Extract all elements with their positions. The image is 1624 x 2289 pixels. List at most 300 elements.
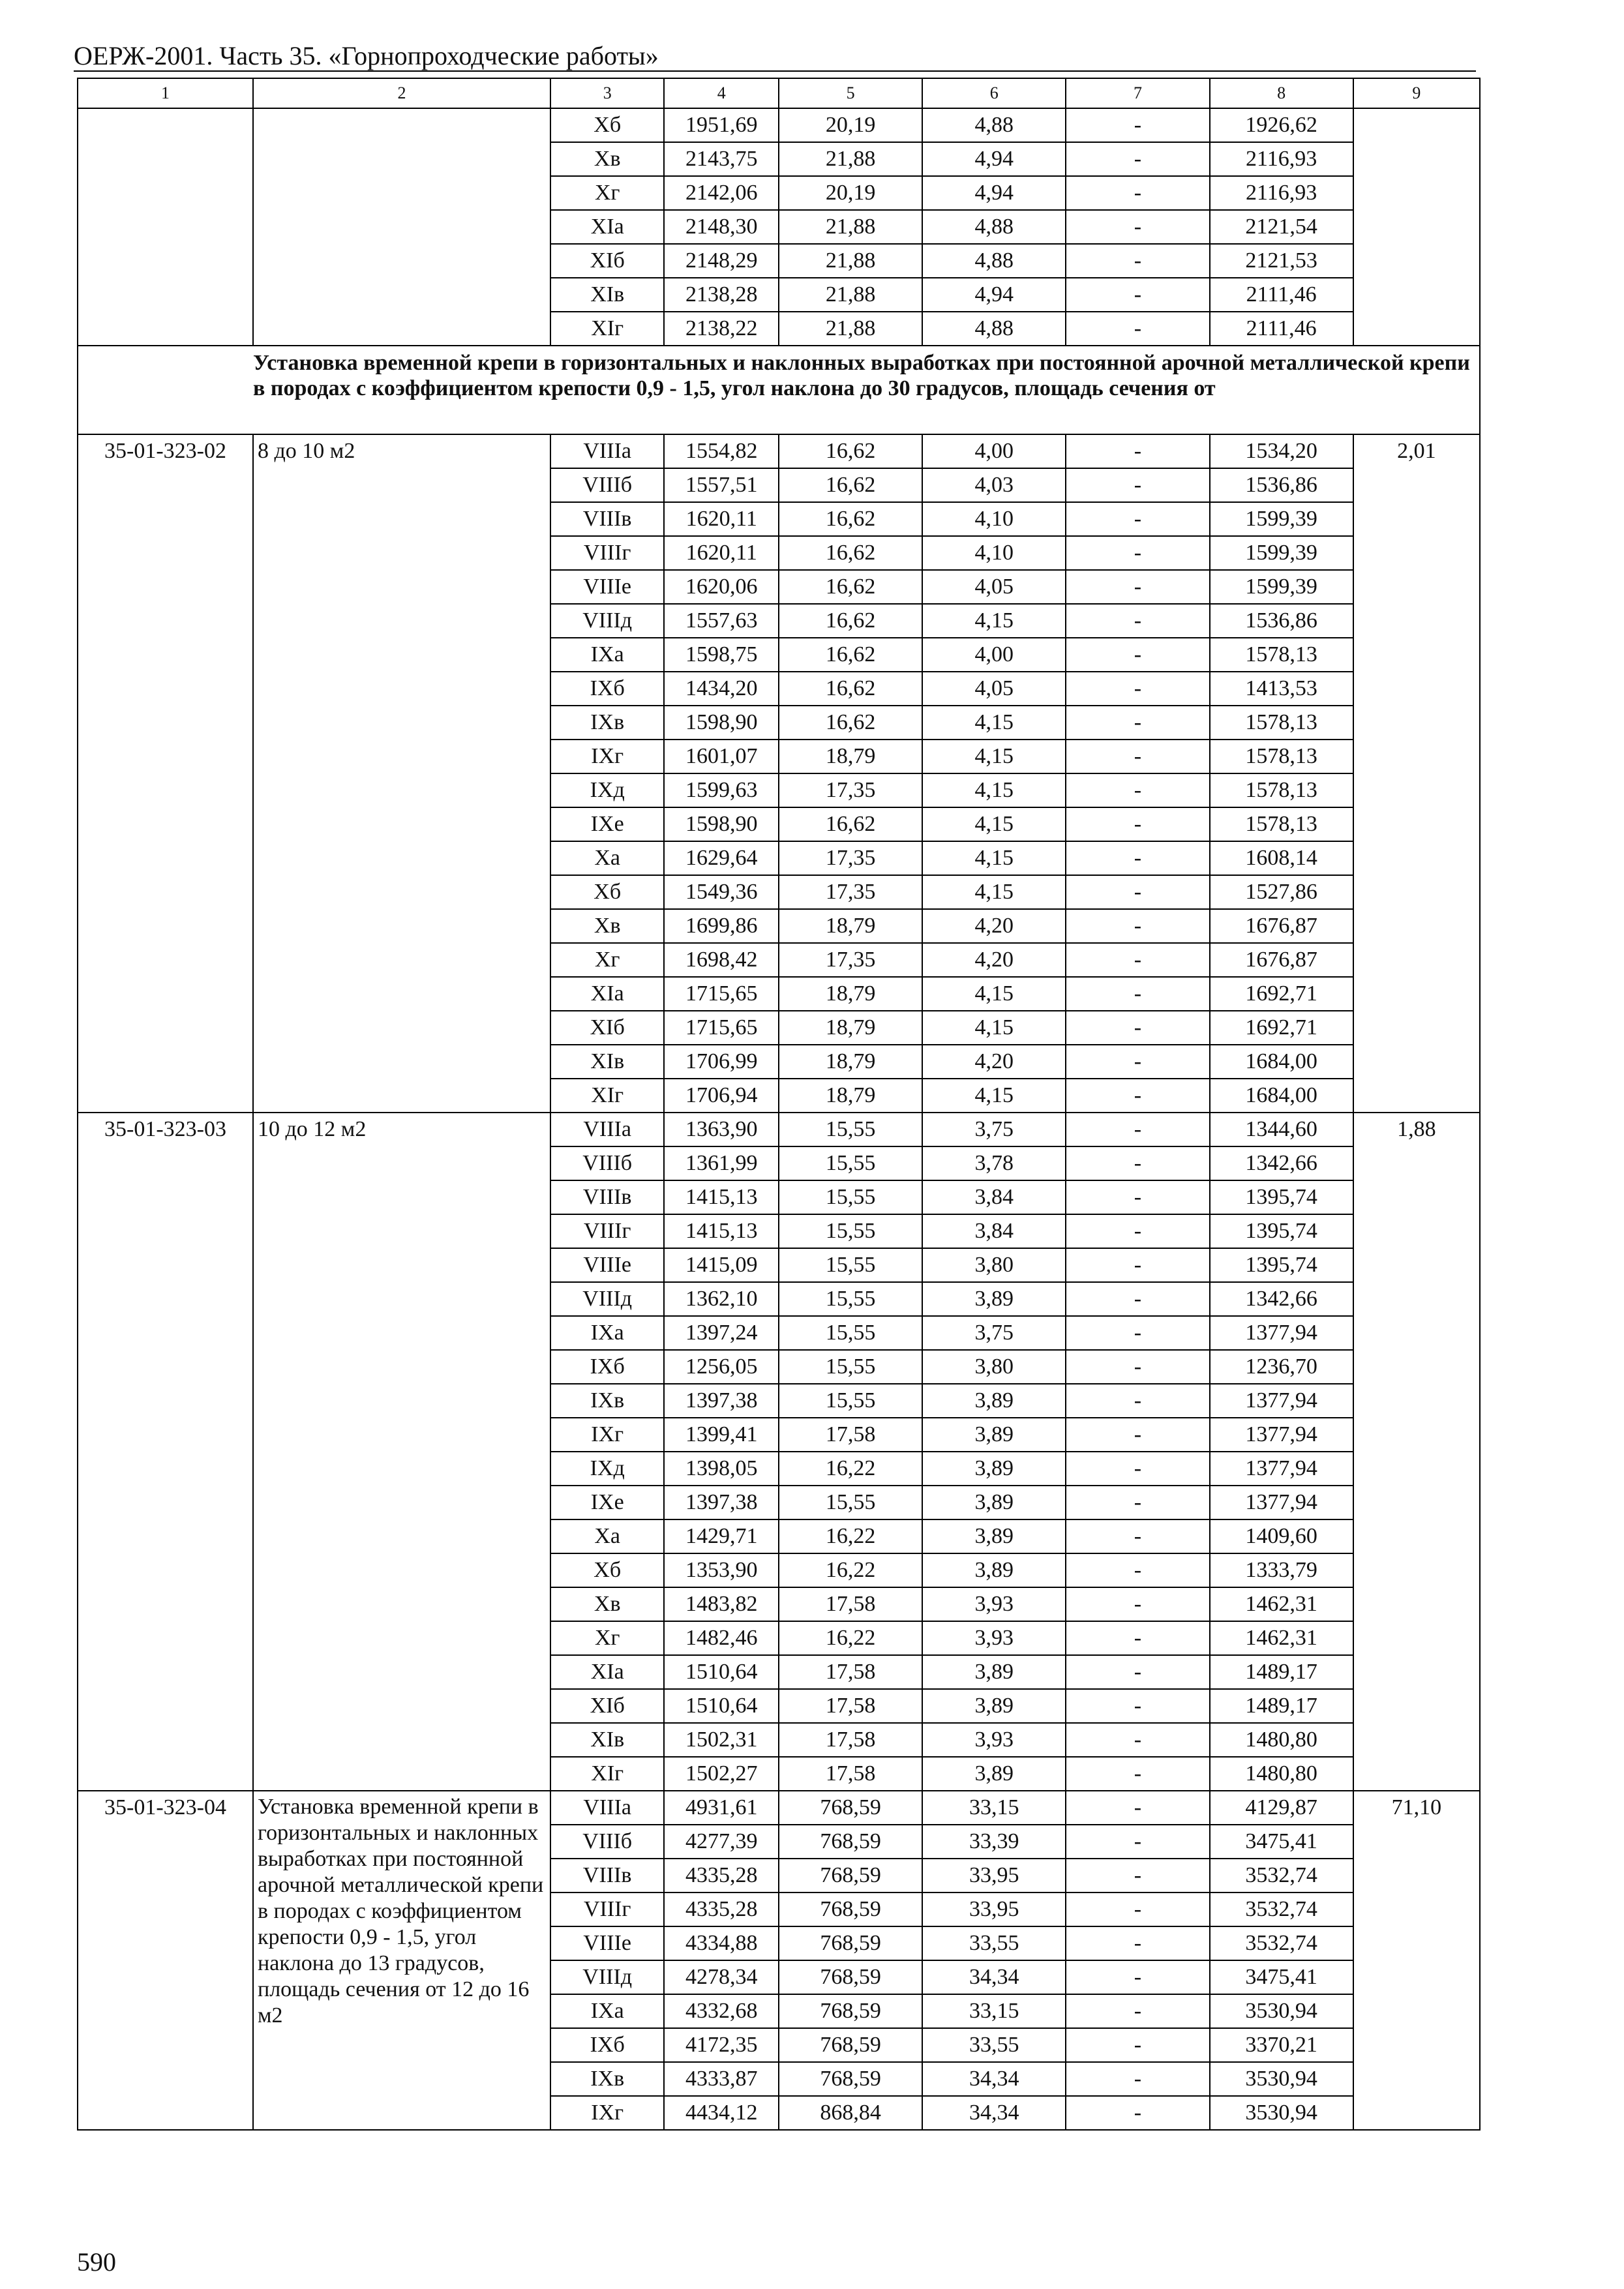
cell-cat: IХд: [550, 773, 664, 807]
cell-cat: VIIIа: [550, 434, 664, 468]
cell-name: 10 до 12 м2: [253, 1113, 550, 1791]
cell-c8: 1578,13: [1210, 638, 1353, 672]
cell-c8: 1377,94: [1210, 1384, 1353, 1418]
cell-c6: 3,80: [922, 1350, 1066, 1384]
cell-c5: 18,79: [779, 1011, 922, 1045]
column-number: 2: [253, 78, 550, 108]
cell-cat: ХIа: [550, 210, 664, 244]
cell-c6: 33,55: [922, 1926, 1066, 1960]
cell-c5: 16,62: [779, 536, 922, 570]
cell-cat: VIIIв: [550, 502, 664, 536]
cell-c5: 16,62: [779, 706, 922, 740]
cell-c5: 868,84: [779, 2096, 922, 2130]
cell-c4: 1698,42: [664, 943, 779, 977]
cell-c7: -: [1066, 1418, 1209, 1452]
cell-c5: 21,88: [779, 278, 922, 312]
cell-c7: -: [1066, 2062, 1209, 2096]
cell-c8: 2116,93: [1210, 176, 1353, 210]
cell-c4: 1706,94: [664, 1079, 779, 1113]
cell-cat: ХIв: [550, 1723, 664, 1757]
cell-c4: 2143,75: [664, 142, 779, 176]
cell-cat: IХб: [550, 672, 664, 706]
cell-c4: 1598,90: [664, 706, 779, 740]
cell-cat: IХв: [550, 1384, 664, 1418]
cell-c8: 1684,00: [1210, 1045, 1353, 1079]
cell-c5: 16,62: [779, 672, 922, 706]
cell-c7: -: [1066, 434, 1209, 468]
cell-c6: 4,15: [922, 841, 1066, 875]
cell-c4: 1599,63: [664, 773, 779, 807]
column-number: 1: [78, 78, 253, 108]
cell-c6: 34,34: [922, 2062, 1066, 2096]
cell-c7: -: [1066, 1791, 1209, 1825]
cell-c4: 4277,39: [664, 1825, 779, 1859]
cell-c5: 15,55: [779, 1180, 922, 1214]
cell-c7: -: [1066, 604, 1209, 638]
cell-cat: ХIб: [550, 1011, 664, 1045]
cell-c4: 1557,63: [664, 604, 779, 638]
cell-c4: 1398,05: [664, 1452, 779, 1486]
cell-c7: -: [1066, 672, 1209, 706]
cell-c7: -: [1066, 468, 1209, 502]
cell-c5: 18,79: [779, 1045, 922, 1079]
cell-c4: 1353,90: [664, 1553, 779, 1587]
cell-c5: 21,88: [779, 210, 922, 244]
cell-c8: 1676,87: [1210, 909, 1353, 943]
cell-c8: 1489,17: [1210, 1689, 1353, 1723]
cell-c8: 1480,80: [1210, 1757, 1353, 1791]
cell-cat: IХе: [550, 807, 664, 841]
cell-c5: 20,19: [779, 176, 922, 210]
cell-c4: 1434,20: [664, 672, 779, 706]
cell-c4: 1510,64: [664, 1689, 779, 1723]
cell-c8: 3532,74: [1210, 1926, 1353, 1960]
cell-cat: VIIIв: [550, 1859, 664, 1893]
cell-c5: 17,58: [779, 1655, 922, 1689]
cell-c7: -: [1066, 570, 1209, 604]
cell-c7: -: [1066, 1825, 1209, 1859]
cell-cat: IХв: [550, 706, 664, 740]
cell-c6: 33,15: [922, 1994, 1066, 2028]
cell-c4: 1554,82: [664, 434, 779, 468]
cell-c5: 768,59: [779, 1994, 922, 2028]
cell-c7: -: [1066, 1689, 1209, 1723]
cell-c6: 4,10: [922, 502, 1066, 536]
cell-c6: 4,94: [922, 142, 1066, 176]
cell-c4: 1629,64: [664, 841, 779, 875]
cell-c4: 1415,13: [664, 1214, 779, 1248]
cell-c8: 1236,70: [1210, 1350, 1353, 1384]
cell-c6: 3,93: [922, 1587, 1066, 1621]
cell-c8: 1608,14: [1210, 841, 1353, 875]
cell-c8: 3530,94: [1210, 2062, 1353, 2096]
cell-c8: 1377,94: [1210, 1486, 1353, 1519]
cell-c4: 4335,28: [664, 1859, 779, 1893]
cell-c5: 16,22: [779, 1621, 922, 1655]
cell-c4: 1362,10: [664, 1282, 779, 1316]
cell-c7: -: [1066, 875, 1209, 909]
cell-c8: 3370,21: [1210, 2028, 1353, 2062]
cell-cat: Хб: [550, 875, 664, 909]
cell-cat: VIIIа: [550, 1113, 664, 1146]
cell-c4: 1620,06: [664, 570, 779, 604]
cell-c8: 1395,74: [1210, 1214, 1353, 1248]
cell-c7: -: [1066, 210, 1209, 244]
cell-c8: 3475,41: [1210, 1960, 1353, 1994]
cell-c6: 4,05: [922, 570, 1066, 604]
cell-c7: -: [1066, 1045, 1209, 1079]
cell-c4: 1699,86: [664, 909, 779, 943]
cell-c7: -: [1066, 1893, 1209, 1926]
cell-c4: 1510,64: [664, 1655, 779, 1689]
cell-c8: 1926,62: [1210, 108, 1353, 142]
cell-c6: 4,15: [922, 604, 1066, 638]
section-title: Установка временной крепи в горизонтальных и наклонных выработках при постоянной арочной металлической крепи в породах с коэффициентом крепости 0,9 - 1,5, угол наклона до 30 градусов, площадь сечения от: [253, 351, 1470, 400]
cell-c4: 4332,68: [664, 1994, 779, 2028]
cell-c4: 2148,29: [664, 244, 779, 278]
cell-c7: -: [1066, 1452, 1209, 1486]
page-header: ОЕРЖ-2001. Часть 35. «Горнопроходческие работы»: [74, 41, 659, 70]
cell-c8: 1534,20: [1210, 434, 1353, 468]
cell-c4: 2138,22: [664, 312, 779, 346]
cell-c4: 1502,31: [664, 1723, 779, 1757]
cell-c6: 3,89: [922, 1553, 1066, 1587]
cell-c7: -: [1066, 1960, 1209, 1994]
cell-c4: 1715,65: [664, 977, 779, 1011]
cell-code: 35-01-323-04: [78, 1791, 253, 2130]
cell-c8: 2121,54: [1210, 210, 1353, 244]
table-row: [78, 434, 1480, 468]
cell-c8: 2111,46: [1210, 278, 1353, 312]
cell-c6: 4,15: [922, 773, 1066, 807]
cell-c7: -: [1066, 773, 1209, 807]
cell-c8: 1480,80: [1210, 1723, 1353, 1757]
cell-c4: 1502,27: [664, 1757, 779, 1791]
cell-c7: -: [1066, 740, 1209, 773]
cell-cat: IХб: [550, 1350, 664, 1384]
cell-c7: -: [1066, 1859, 1209, 1893]
cell-c8: 1377,94: [1210, 1418, 1353, 1452]
cell-c6: 3,93: [922, 1621, 1066, 1655]
cell-norm: 2,01: [1353, 434, 1480, 1113]
cell-c7: -: [1066, 909, 1209, 943]
cell-c6: 4,88: [922, 244, 1066, 278]
cell-c7: -: [1066, 176, 1209, 210]
cell-c8: 1578,13: [1210, 807, 1353, 841]
cell-c8: 2116,93: [1210, 142, 1353, 176]
cell-c8: 1377,94: [1210, 1316, 1353, 1350]
cell-c7: -: [1066, 1621, 1209, 1655]
cell-c5: 15,55: [779, 1316, 922, 1350]
cell-c6: 3,89: [922, 1757, 1066, 1791]
cell-c8: 1527,86: [1210, 875, 1353, 909]
cell-c5: 15,55: [779, 1248, 922, 1282]
cell-c8: 2121,53: [1210, 244, 1353, 278]
cell-c6: 3,89: [922, 1689, 1066, 1723]
cell-c4: 1399,41: [664, 1418, 779, 1452]
cell-c8: 1536,86: [1210, 468, 1353, 502]
column-number: 5: [779, 78, 922, 108]
cell-cat: ХIа: [550, 977, 664, 1011]
cell-c6: 34,34: [922, 2096, 1066, 2130]
cell-c5: 15,55: [779, 1350, 922, 1384]
cell-c4: 1557,51: [664, 468, 779, 502]
cell-c5: 17,58: [779, 1418, 922, 1452]
cell-c7: -: [1066, 841, 1209, 875]
cell-c8: 3532,74: [1210, 1893, 1353, 1926]
cell-c7: -: [1066, 2028, 1209, 2062]
cell-c5: 17,35: [779, 773, 922, 807]
cell-c6: 3,84: [922, 1214, 1066, 1248]
cell-c7: -: [1066, 1384, 1209, 1418]
cell-c8: 1692,71: [1210, 1011, 1353, 1045]
cell-c5: 15,55: [779, 1146, 922, 1180]
cell-c6: 3,80: [922, 1248, 1066, 1282]
cell-cat: IХг: [550, 740, 664, 773]
cell-c7: -: [1066, 1079, 1209, 1113]
table-row: [78, 1113, 1480, 1146]
cell-c7: -: [1066, 1282, 1209, 1316]
cell-name: [253, 108, 550, 346]
cell-cat: ХIг: [550, 1757, 664, 1791]
cell-cat: ХIа: [550, 1655, 664, 1689]
cell-c4: 1620,11: [664, 502, 779, 536]
cell-c8: 1599,39: [1210, 536, 1353, 570]
cell-c6: 4,94: [922, 176, 1066, 210]
cell-code: 35-01-323-02: [78, 434, 253, 1113]
cell-c5: 768,59: [779, 1791, 922, 1825]
cell-c4: 1415,09: [664, 1248, 779, 1282]
cell-cat: ХIб: [550, 1689, 664, 1723]
cell-c7: -: [1066, 1113, 1209, 1146]
cell-c6: 4,94: [922, 278, 1066, 312]
cell-c5: 768,59: [779, 1893, 922, 1926]
cell-cat: VIIIв: [550, 1180, 664, 1214]
cell-c6: 3,89: [922, 1519, 1066, 1553]
cell-c8: 1462,31: [1210, 1587, 1353, 1621]
cell-c7: -: [1066, 807, 1209, 841]
column-number-row: [78, 78, 1480, 108]
cell-c5: 21,88: [779, 244, 922, 278]
cell-c6: 4,20: [922, 909, 1066, 943]
cell-c8: 1489,17: [1210, 1655, 1353, 1689]
cell-c6: 4,00: [922, 434, 1066, 468]
cell-c7: -: [1066, 638, 1209, 672]
cell-c6: 4,05: [922, 672, 1066, 706]
column-number: 9: [1353, 78, 1480, 108]
cell-c4: 4335,28: [664, 1893, 779, 1926]
cell-c8: 1676,87: [1210, 943, 1353, 977]
cell-c7: -: [1066, 502, 1209, 536]
cell-c4: 4172,35: [664, 2028, 779, 2062]
cell-c5: 15,55: [779, 1214, 922, 1248]
cell-c4: 1598,75: [664, 638, 779, 672]
cell-name: 8 до 10 м2: [253, 434, 550, 1113]
cell-c6: 33,95: [922, 1893, 1066, 1926]
cell-cat: IХа: [550, 1994, 664, 2028]
cell-c6: 4,20: [922, 1045, 1066, 1079]
cell-c8: 1536,86: [1210, 604, 1353, 638]
cell-c4: 1483,82: [664, 1587, 779, 1621]
cell-cat: IХд: [550, 1452, 664, 1486]
column-number: 8: [1210, 78, 1353, 108]
cell-cat: VIIIд: [550, 604, 664, 638]
cell-c8: 1344,60: [1210, 1113, 1353, 1146]
cell-cat: Хб: [550, 108, 664, 142]
cell-c8: 3532,74: [1210, 1859, 1353, 1893]
section-title-row: [78, 346, 1480, 434]
cell-c5: 17,58: [779, 1757, 922, 1791]
cell-c5: 17,35: [779, 875, 922, 909]
cell-c4: 1363,90: [664, 1113, 779, 1146]
cell-c5: 16,22: [779, 1519, 922, 1553]
cell-c5: 768,59: [779, 1926, 922, 1960]
cell-cat: VIIIд: [550, 1282, 664, 1316]
cell-c8: 1578,13: [1210, 706, 1353, 740]
cell-c8: 1342,66: [1210, 1146, 1353, 1180]
cell-c5: 17,35: [779, 841, 922, 875]
cell-cat: VIIIб: [550, 1825, 664, 1859]
cell-c7: -: [1066, 1553, 1209, 1587]
cell-c6: 4,15: [922, 1011, 1066, 1045]
cell-c5: 16,62: [779, 570, 922, 604]
cell-c7: -: [1066, 1519, 1209, 1553]
cell-c7: -: [1066, 1757, 1209, 1791]
cell-c5: 16,62: [779, 638, 922, 672]
cell-c4: 1397,24: [664, 1316, 779, 1350]
cell-cat: VIIIб: [550, 468, 664, 502]
cell-c8: 1684,00: [1210, 1079, 1353, 1113]
cell-cat: ХIб: [550, 244, 664, 278]
price-table: [77, 78, 1481, 2131]
cell-cat: VIIIг: [550, 1214, 664, 1248]
cell-cat: VIIIа: [550, 1791, 664, 1825]
cell-c6: 34,34: [922, 1960, 1066, 1994]
cell-c4: 2142,06: [664, 176, 779, 210]
cell-c6: 3,89: [922, 1384, 1066, 1418]
cell-c7: -: [1066, 1926, 1209, 1960]
cell-cat: VIIIе: [550, 570, 664, 604]
cell-cat: Хг: [550, 1621, 664, 1655]
cell-c6: 4,15: [922, 875, 1066, 909]
cell-c6: 4,88: [922, 210, 1066, 244]
cell-c6: 4,00: [922, 638, 1066, 672]
cell-cat: IХг: [550, 2096, 664, 2130]
cell-c5: 18,79: [779, 740, 922, 773]
cell-c5: 17,35: [779, 943, 922, 977]
cell-c8: 3530,94: [1210, 2096, 1353, 2130]
cell-c7: -: [1066, 1587, 1209, 1621]
table-row: [78, 108, 1480, 142]
cell-c6: 33,55: [922, 2028, 1066, 2062]
cell-c6: 4,15: [922, 977, 1066, 1011]
cell-c5: 16,62: [779, 468, 922, 502]
cell-c5: 16,62: [779, 502, 922, 536]
cell-cat: ХIв: [550, 1045, 664, 1079]
cell-c5: 16,62: [779, 434, 922, 468]
cell-c7: -: [1066, 1011, 1209, 1045]
cell-c4: 4278,34: [664, 1960, 779, 1994]
cell-c8: 1578,13: [1210, 740, 1353, 773]
cell-c4: 1361,99: [664, 1146, 779, 1180]
cell-c8: 4129,87: [1210, 1791, 1353, 1825]
cell-c6: 4,88: [922, 312, 1066, 346]
cell-c7: -: [1066, 108, 1209, 142]
cell-c8: 1333,79: [1210, 1553, 1353, 1587]
cell-cat: ХIг: [550, 312, 664, 346]
cell-c8: 1377,94: [1210, 1452, 1353, 1486]
cell-c6: 33,39: [922, 1825, 1066, 1859]
cell-c6: 3,93: [922, 1723, 1066, 1757]
cell-c4: 4931,61: [664, 1791, 779, 1825]
cell-c7: -: [1066, 278, 1209, 312]
cell-c4: 4333,87: [664, 2062, 779, 2096]
section-title-cell: [78, 346, 1480, 434]
cell-c5: 768,59: [779, 1859, 922, 1893]
cell-c5: 15,55: [779, 1384, 922, 1418]
cell-c7: -: [1066, 1316, 1209, 1350]
cell-c4: 1598,90: [664, 807, 779, 841]
cell-c6: 3,75: [922, 1316, 1066, 1350]
cell-c7: -: [1066, 977, 1209, 1011]
cell-c6: 3,89: [922, 1486, 1066, 1519]
cell-cat: ХIв: [550, 278, 664, 312]
cell-cat: IХа: [550, 1316, 664, 1350]
cell-c5: 21,88: [779, 312, 922, 346]
cell-c6: 4,03: [922, 468, 1066, 502]
cell-c5: 16,22: [779, 1553, 922, 1587]
cell-c5: 18,79: [779, 1079, 922, 1113]
cell-cat: IХв: [550, 2062, 664, 2096]
cell-c7: -: [1066, 1214, 1209, 1248]
cell-c4: 1482,46: [664, 1621, 779, 1655]
cell-norm: 1,88: [1353, 1113, 1480, 1791]
cell-c6: 3,84: [922, 1180, 1066, 1214]
page-number: 590: [77, 2247, 116, 2277]
cell-c4: 1256,05: [664, 1350, 779, 1384]
cell-c7: -: [1066, 943, 1209, 977]
cell-cat: VIIIг: [550, 1893, 664, 1926]
cell-c6: 4,15: [922, 706, 1066, 740]
cell-c5: 768,59: [779, 1825, 922, 1859]
cell-cat: Ха: [550, 1519, 664, 1553]
cell-c8: 1599,39: [1210, 570, 1353, 604]
cell-c7: -: [1066, 312, 1209, 346]
cell-c5: 17,58: [779, 1723, 922, 1757]
cell-c7: -: [1066, 1486, 1209, 1519]
cell-cat: Хв: [550, 1587, 664, 1621]
cell-c8: 1342,66: [1210, 1282, 1353, 1316]
cell-c6: 3,78: [922, 1146, 1066, 1180]
cell-c8: 1578,13: [1210, 773, 1353, 807]
cell-c4: 1620,11: [664, 536, 779, 570]
cell-c5: 16,62: [779, 604, 922, 638]
table-row: [78, 1791, 1480, 1825]
cell-c4: 1397,38: [664, 1384, 779, 1418]
cell-c5: 18,79: [779, 977, 922, 1011]
cell-c8: 1395,74: [1210, 1248, 1353, 1282]
cell-cat: Хб: [550, 1553, 664, 1587]
cell-c7: -: [1066, 142, 1209, 176]
cell-c6: 4,15: [922, 1079, 1066, 1113]
cell-cat: Хг: [550, 943, 664, 977]
cell-c8: 2111,46: [1210, 312, 1353, 346]
cell-c6: 4,15: [922, 740, 1066, 773]
cell-c5: 16,62: [779, 807, 922, 841]
cell-cat: ХIг: [550, 1079, 664, 1113]
cell-c6: 3,89: [922, 1452, 1066, 1486]
cell-cat: VIIIе: [550, 1926, 664, 1960]
